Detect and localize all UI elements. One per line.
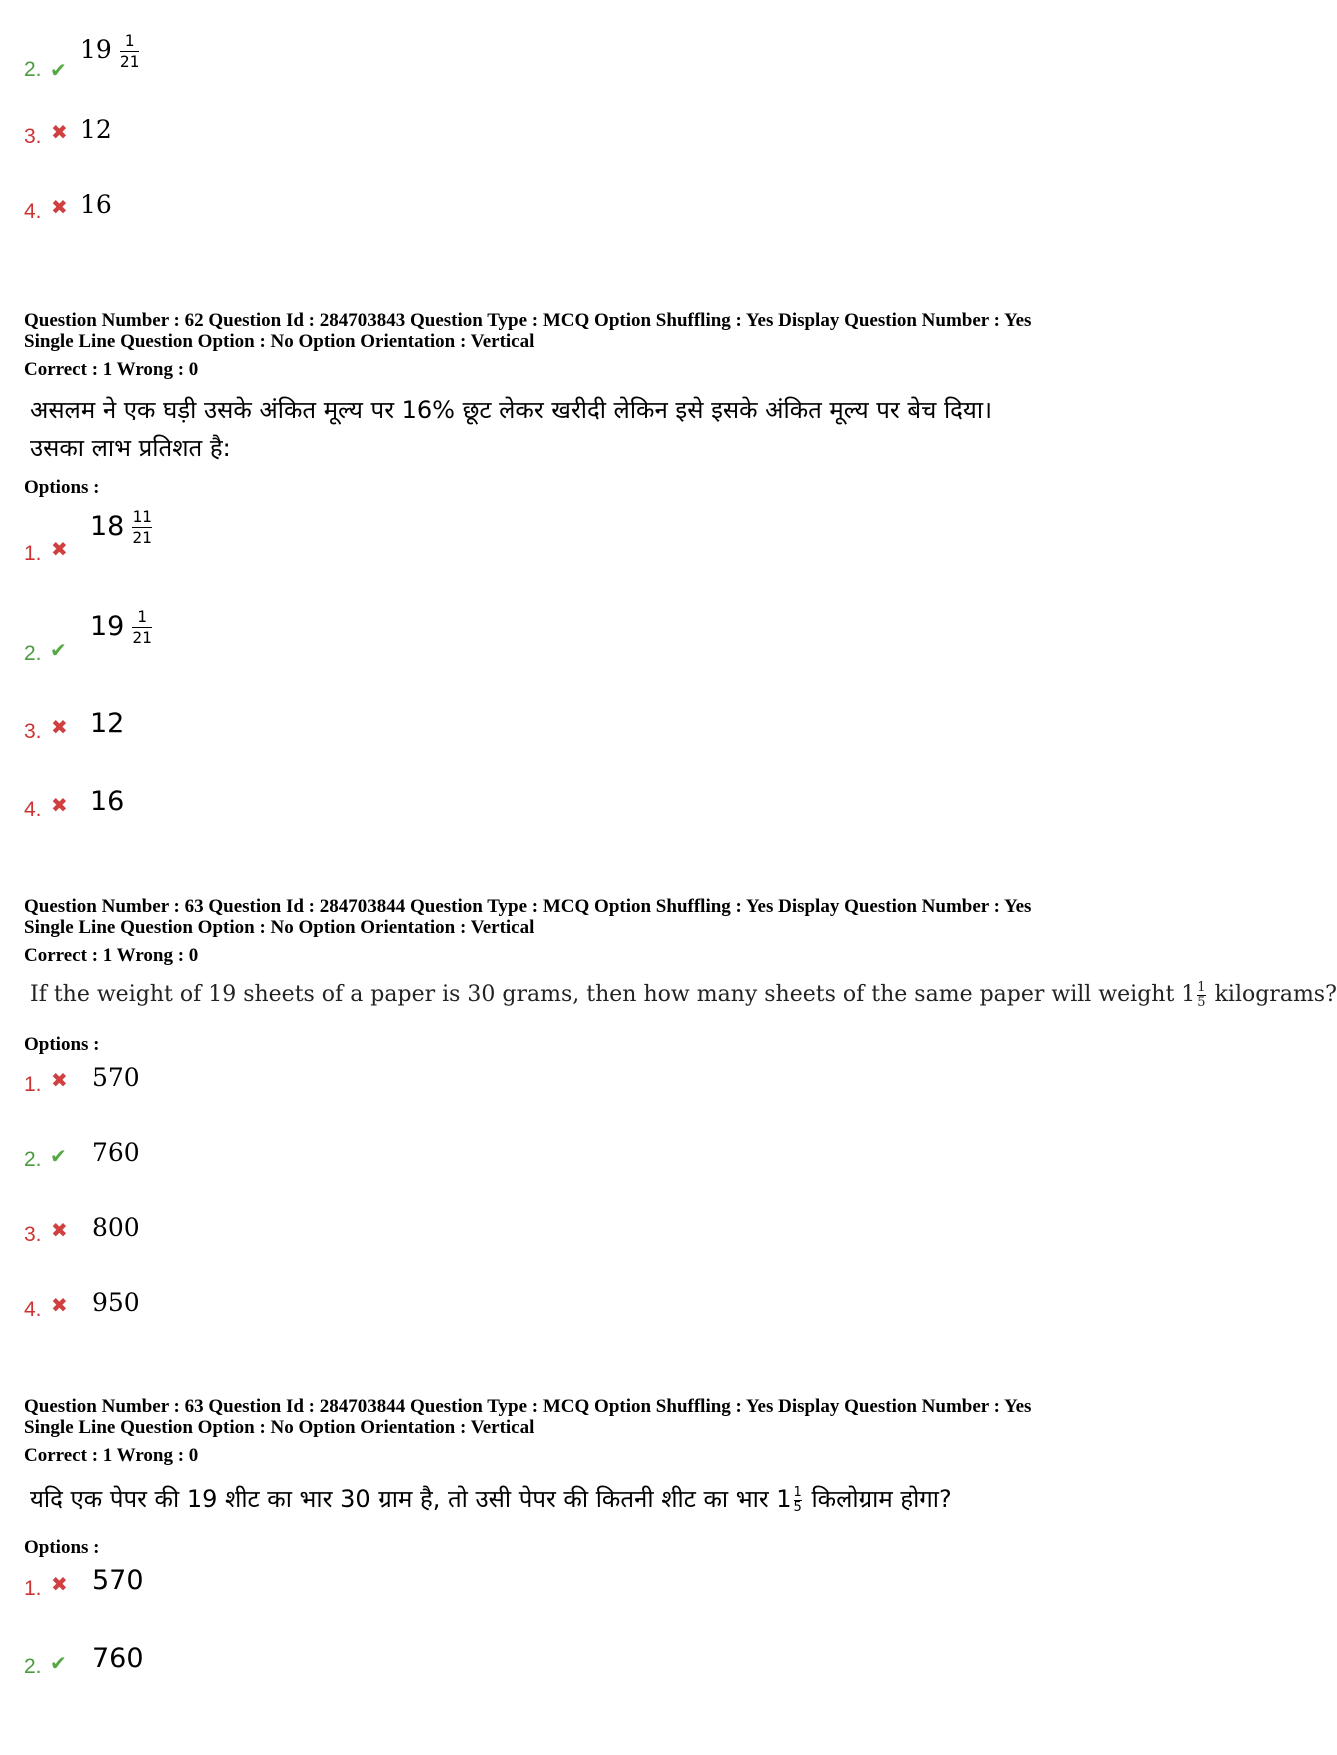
option-number: 4.: [24, 798, 42, 821]
question-meta-line1: Question Number : 63 Question Id : 284703844 Question Type : MCQ Option Shuffling : Yes Display Question Number : Yes: [24, 896, 1032, 917]
option-text: 19 $\frac{1}{21}$: [90, 607, 152, 647]
option-number: 3.: [24, 125, 42, 148]
option-text: 16: [90, 786, 125, 817]
question-score: Correct : 1 Wrong : 0: [24, 359, 199, 380]
question-meta-line1: Question Number : 62 Question Id : 284703843 Question Type : MCQ Option Shuffling : Yes Display Question Number : Yes: [24, 310, 1032, 331]
option-text: 16: [80, 190, 112, 219]
option-number: 2.: [24, 1148, 42, 1171]
option-1: [24, 505, 324, 575]
check-icon: ✔: [50, 58, 67, 82]
question-text: If the weight of 19 sheets of a paper is 30 grams, then how many sheets of the same paper will weight 1 $\frac{1}{5}$ kilograms?: [30, 979, 1337, 1010]
cross-icon: ✖: [51, 537, 68, 561]
question-meta-line2: Single Line Question Option : No Option Orientation : Vertical: [24, 917, 535, 938]
option-number: 4.: [24, 1298, 42, 1321]
option-text: 950: [92, 1288, 140, 1317]
option-2: [24, 1138, 324, 1178]
fraction: $\frac{1}{21}$: [119, 31, 140, 71]
option-text: 19 $\frac{1}{21}$: [80, 31, 140, 71]
cross-icon: ✖: [51, 1068, 68, 1092]
question-score: Correct : 1 Wrong : 0: [24, 945, 199, 966]
option-4: [24, 1288, 324, 1328]
option-1: [24, 1063, 324, 1103]
options-label: Options :: [24, 477, 100, 498]
check-icon: ✔: [50, 1144, 67, 1168]
option-number: 4.: [24, 200, 42, 223]
question-text-line2: उसका लाभ प्रतिशत है:: [30, 434, 231, 462]
option-number: 2.: [24, 1655, 42, 1678]
question-score: Correct : 1 Wrong : 0: [24, 1445, 199, 1466]
option-text: 570: [92, 1565, 144, 1596]
fraction: $\frac{1}{5}$: [793, 1484, 802, 1515]
cross-icon: ✖: [51, 1293, 68, 1317]
option-number: 1.: [24, 1073, 42, 1096]
top-option-2: [24, 28, 324, 88]
option-number: 3.: [24, 720, 42, 743]
option-text: 760: [92, 1138, 140, 1167]
option-4: [24, 786, 324, 826]
cross-icon: ✖: [51, 120, 68, 144]
option-number: 1.: [24, 542, 42, 565]
option-text: 800: [92, 1213, 140, 1242]
cross-icon: ✖: [51, 195, 68, 219]
question-text-line1: असलम ने एक घड़ी उसके अंकित मूल्य पर 16% छूट लेकर खरीदी लेकिन इसे इसके अंकित मूल्य पर बेच दिया।: [30, 396, 993, 424]
fraction: $\frac{11}{21}$: [132, 507, 152, 547]
option-3: [24, 1213, 324, 1253]
option-3: [24, 708, 324, 748]
option-text: 12: [90, 708, 125, 739]
cross-icon: ✖: [51, 715, 68, 739]
question-meta-line2: Single Line Question Option : No Option Orientation : Vertical: [24, 331, 535, 352]
check-icon: ✔: [50, 1651, 67, 1675]
option-1: [24, 1565, 324, 1605]
option-text: 570: [92, 1063, 140, 1092]
check-icon: ✔: [50, 638, 67, 662]
option-number: 2.: [24, 58, 42, 81]
option-number: 1.: [24, 1577, 42, 1600]
question-meta-line1: Question Number : 63 Question Id : 284703844 Question Type : MCQ Option Shuffling : Yes Display Question Number : Yes: [24, 1396, 1032, 1417]
question-text: यदि एक पेपर की 19 शीट का भार 30 ग्राम है, तो उसी पेपर की कितनी शीट का भार 1 $\frac{1}{5}$ किलोग्राम होगा?: [30, 1484, 952, 1515]
options-label: Options :: [24, 1537, 100, 1558]
cross-icon: ✖: [51, 1572, 68, 1596]
option-text: 18 $\frac{11}{21}$: [90, 507, 152, 547]
top-option-3: [24, 115, 324, 155]
fraction: $\frac{1}{5}$: [1197, 979, 1206, 1010]
options-label: Options :: [24, 1034, 100, 1055]
option-2: [24, 605, 324, 675]
option-2: [24, 1643, 324, 1683]
cross-icon: ✖: [51, 1218, 68, 1242]
cross-icon: ✖: [51, 793, 68, 817]
top-option-4: [24, 190, 324, 230]
fraction: $\frac{1}{21}$: [132, 607, 152, 647]
option-text: 760: [92, 1643, 144, 1674]
option-number: 3.: [24, 1223, 42, 1246]
option-text: 12: [80, 115, 112, 144]
question-meta-line2: Single Line Question Option : No Option Orientation : Vertical: [24, 1417, 535, 1438]
option-number: 2.: [24, 642, 42, 665]
